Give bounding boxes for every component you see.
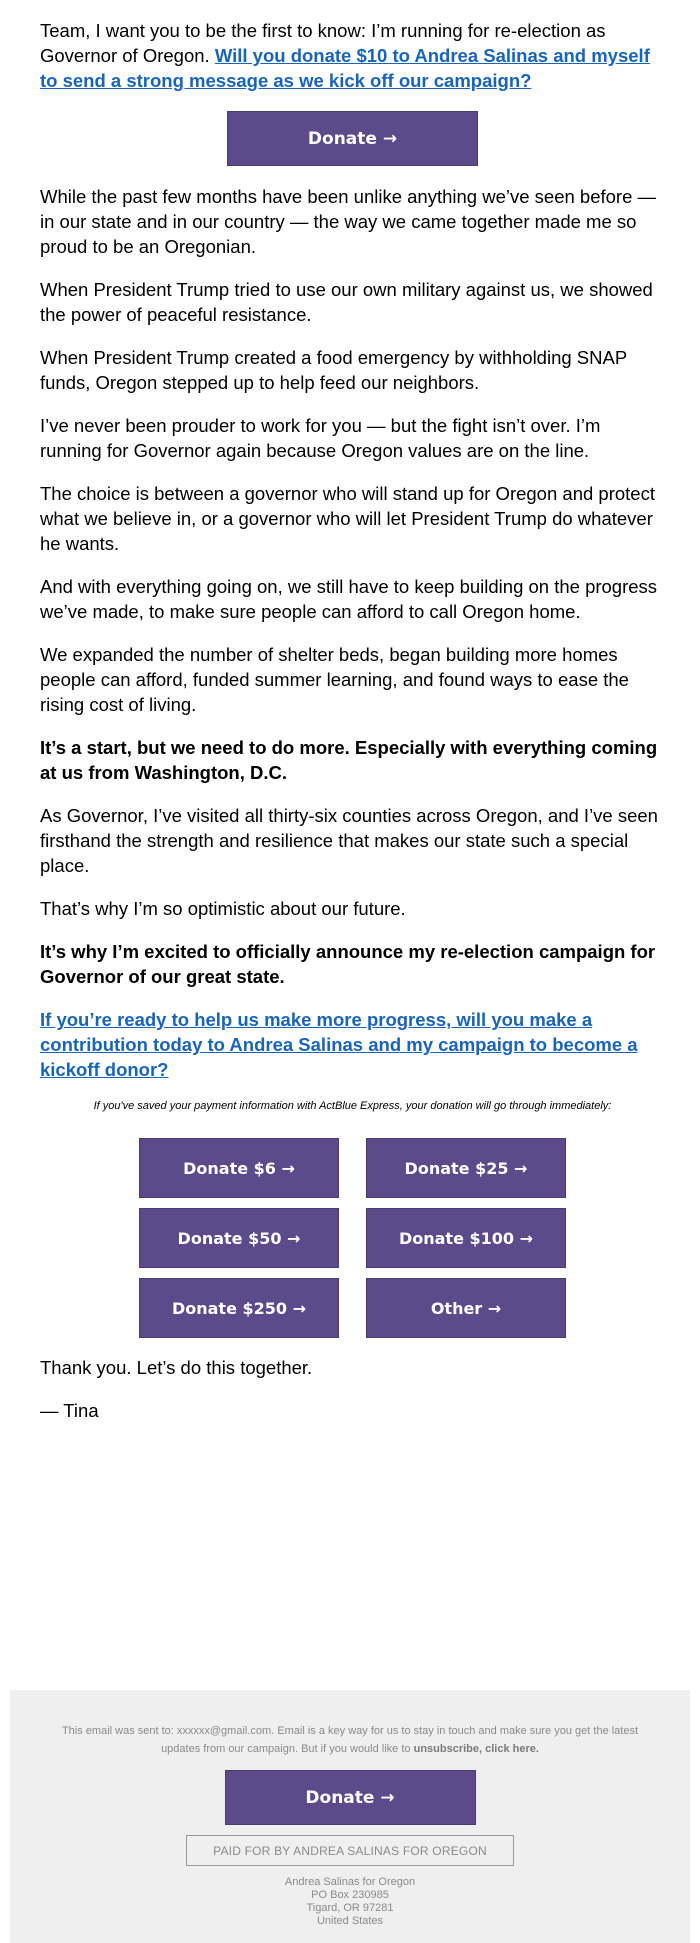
donate-other-button[interactable]: Other → [366, 1278, 566, 1338]
mailing-address [10, 1876, 690, 1928]
paragraph-choice: The choice is between a governor who will stand up for Oregon and protect what we believe in, or a governor who will let President Trump do whatever he wants. [40, 483, 655, 554]
footer-notice [55, 1722, 645, 1758]
paragraph-military: When President Trump tried to use our own military against us, we showed the power of peaceful resistance. [40, 279, 653, 325]
donate-button[interactable]: Donate → [227, 111, 478, 166]
email-body [40, 18, 665, 1441]
footer-donate-row [10, 1770, 690, 1825]
address-line-city: Tigard, OR 97281 [306, 1902, 394, 1914]
paragraph-progress: And with everything going on, we still have to keep building on the progress we’ve made, to make sure people can afford to call Oregon home. [40, 576, 658, 622]
sent-to-suffix: . Email is a key way for us to stay in touch and make sure you get the latest updates from our campaign. But if you would like to [161, 1725, 639, 1755]
donate-25-button[interactable]: Donate $25 → [366, 1138, 566, 1198]
paid-for-disclaimer: PAID FOR BY ANDREA SALINAS FOR OREGON [186, 1835, 514, 1866]
thanks-paragraph: Thank you. Let’s do this together. [40, 1357, 313, 1378]
kickoff-donor-link[interactable]: If you’re ready to help us make more progress, will you make a contribution today to Andrea Salinas and my campaign to become a kickoff donor? [40, 1009, 638, 1080]
bold-start-paragraph: It’s a start, but we need to do more. Especially with everything coming at us from Washington, D.C. [40, 737, 658, 783]
bold-announce-paragraph: It’s why I’m excited to officially announce my re-election campaign for Governor of our great state. [40, 941, 656, 987]
paragraph-fight: I’ve never been prouder to work for you — but the fight isn’t over. I’m running for Governor again because Oregon values are on the line. [40, 415, 601, 461]
address-line-country: United States [316, 1915, 384, 1927]
donate-6-button[interactable]: Donate $6 → [139, 1138, 339, 1198]
paragraph-snap: When President Trump created a food emergency by withholding SNAP funds, Oregon stepped up to help feed our neighbors. [40, 347, 627, 393]
sent-to-prefix: This email was sent to: [61, 1725, 177, 1737]
footer-donate-button[interactable]: Donate → [225, 1770, 476, 1825]
donate-250-button[interactable]: Donate $250 → [139, 1278, 339, 1338]
paragraph-expanded: We expanded the number of shelter beds, began building more homes people can afford, funded summer learning, and found ways to ease the rising cost of living. [40, 644, 629, 715]
paragraph-counties: As Governor, I’ve visited all thirty-six counties across Oregon, and I’ve seen firsthand the strength and resilience that makes our state such a special place. [40, 805, 658, 876]
actblue-express-note: If you've saved your payment information with ActBlue Express, your donation will go through immediately: [93, 1100, 612, 1112]
donation-amount-grid [139, 1138, 566, 1338]
paragraph-came-together: While the past few months have been unlike anything we’ve seen before — in our state and in our country — the way we came together made me so proud to be an Oregonian. [40, 186, 657, 257]
donate-100-button[interactable]: Donate $100 → [366, 1208, 566, 1268]
donate-10-link[interactable]: Will you donate $10 to Andrea Salinas and myself to send a strong message as we kick off our campaign? [40, 45, 650, 91]
email-footer [10, 1690, 690, 1943]
top-donate-row [40, 111, 665, 166]
donate-50-button[interactable]: Donate $50 → [139, 1208, 339, 1268]
signature: — Tina [40, 1400, 99, 1421]
intro-paragraph [40, 18, 665, 93]
paragraph-optimistic: That’s why I’m so optimistic about our future. [40, 898, 406, 919]
recipient-email: xxxxxx@gmail.com [176, 1725, 272, 1737]
intro-text: Team, I want you to be the first to know: I’m running for re-election as Governor of Oregon. [40, 20, 606, 66]
address-line-name: Andrea Salinas for Oregon [284, 1876, 416, 1888]
cta-paragraph [40, 1007, 665, 1082]
unsubscribe-link[interactable]: unsubscribe, click here. [413, 1743, 539, 1755]
address-line-pobox: PO Box 230985 [311, 1889, 389, 1901]
